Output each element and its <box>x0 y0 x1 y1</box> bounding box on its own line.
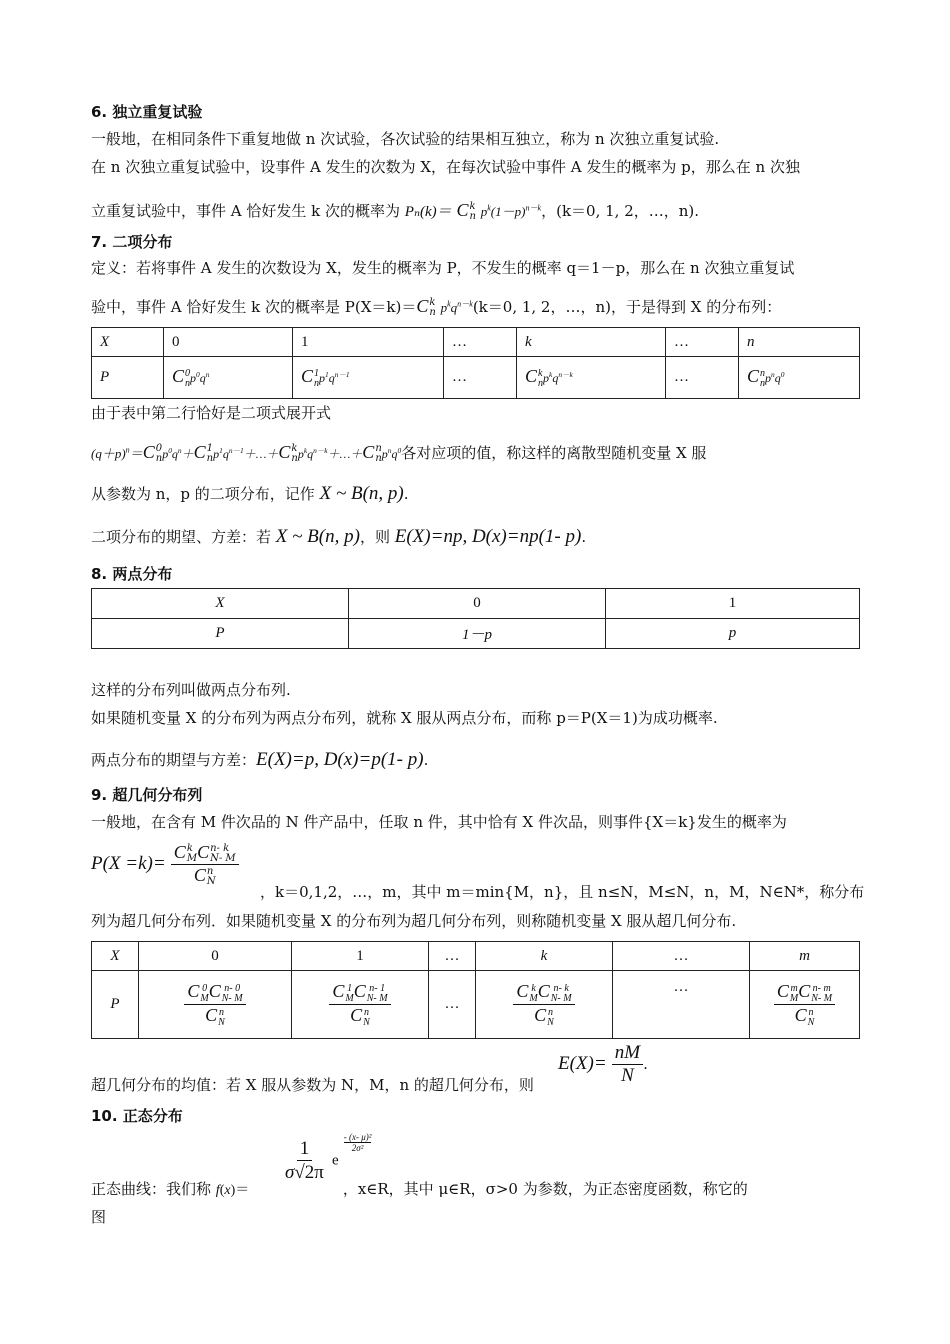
table-cell: X <box>92 589 349 619</box>
hypergeometric-mean-formula: E(X)= $\frac{nM}{N}$ . <box>558 1042 648 1086</box>
table-cell: … <box>444 328 517 357</box>
table-cell: … <box>613 942 750 971</box>
table-cell: n <box>739 328 860 357</box>
table-cell: X <box>92 942 139 971</box>
s7-definition-1: 定义：若将事件 A 发生的次数设为 X，发生的概率为 P，不发生的概率 q＝1－p，那么在 n 次独立重复试 <box>91 259 795 277</box>
s8-line-1: 这样的分布列叫做两点分布列. <box>91 681 291 699</box>
s6-paragraph-1: 一般地，在相同条件下重复地做 n 次试验，各次试验的结果相互独立，称为 n 次独立重复试验. <box>91 130 720 148</box>
s7-expansion-formula: $(q+p)^n=C$ 0 n $p^0q^n+C$ 1 n $p^1q^{n-1}+\dots+C$ k n $p^kq^{n-k}+\dots+C$ n n $p^nq^0$各对应项的值，称这样的离散型随机变量 X 服 <box>91 442 707 464</box>
table-cell: P <box>92 619 349 649</box>
table-cell: k <box>517 328 666 357</box>
table-cell: 1 <box>293 328 444 357</box>
table-cell: … <box>429 971 476 1039</box>
binomial-table <box>91 327 860 399</box>
section-8-heading: 8. 两点分布 <box>91 565 173 583</box>
table-cell: 1 <box>606 589 860 619</box>
table-cell: 1－p <box>349 619 606 649</box>
table-cell: C m M C n- m N- M C n N <box>750 971 860 1039</box>
s7-expansion-line: 由于表中第二行恰好是二项式展开式 <box>91 404 332 422</box>
table-cell: … <box>666 357 739 399</box>
section-10-heading: 10. 正态分布 <box>91 1107 183 1125</box>
s7-parameter-line: 从参数为 n，p 的二项分布，记作 X ~ B(n, p). <box>91 483 409 504</box>
table-cell: 0 <box>139 942 292 971</box>
table-cell: … <box>613 971 750 1039</box>
s9-line-1: 一般地，在含有 M 件次品的 N 件产品中，任取 n 件，其中恰有 X 件次品，则事件{X＝k}发生的概率为 <box>91 813 787 831</box>
s9-line-2: ，k＝0,1,2，…，m，其中 m＝min{M，n}，且 n≤N，M≤N，n，M，N∈N*，称分布 <box>260 883 865 901</box>
table-cell: X <box>92 328 164 357</box>
section-6-heading: 6. 独立重复试验 <box>91 103 203 121</box>
table-cell: k <box>476 942 613 971</box>
s8-line-2: 如果随机变量 X 的分布列为两点分布列，就称 X 服从两点分布，而称 p＝P(X＝1)为成功概率. <box>91 709 718 727</box>
s7-definition-2: 验中，事件 A 恰好发生 k 次的概率是 P(X＝k)＝C k n $p^kq^{n-k}(k=0$, 1, 2，…，n)，于是得到 X 的分布列： <box>91 296 782 318</box>
s9-mean-line: 超几何分布的均值：若 X 服从参数为 N，M，n 的超几何分布，则 <box>91 1076 534 1094</box>
s9-line-3: 列为超几何分布列．如果随机变量 X 的分布列为超几何分布列，则称随机变量 X 服从超几何分布. <box>91 912 737 930</box>
s7-expectation-line: 二项分布的期望、方差：若 X ~ B(n, p)，则 E(X)=np, D(x)=np(1- p). <box>91 526 587 547</box>
normal-density-formula: $\frac{1}{\sigma√2\pi}$ e $\frac{\text{- (x- μ)²}}{\text{2σ²}}$ <box>285 1132 372 1183</box>
s8-line-3: 两点分布的期望与方差：E(X)=p, D(x)=p(1- p). <box>91 749 429 770</box>
table-cell: C 1 n $p^1q^{n-1}$ <box>293 357 444 399</box>
table-cell: C 0 M C n- 0 N- M C n N <box>139 971 292 1039</box>
table-cell: C k M C n- k N- M C n N <box>476 971 613 1039</box>
s6-paragraph-2: 在 n 次独立重复试验中，设事件 A 发生的次数为 X，在每次试验中事件 A 发生的概率为 p，那么在 n 次独 <box>91 158 800 176</box>
s6-paragraph-3: 立重复试验中，事件 A 恰好发生 k 次的概率为 Pₙ(k)＝ C k n $p^k(1-p)^{n-k}$，(k＝0, 1, 2，…，n). <box>91 200 700 222</box>
table-cell: P <box>92 357 164 399</box>
table-cell: … <box>666 328 739 357</box>
table-cell: … <box>444 357 517 399</box>
s10-line-2: 图 <box>91 1208 107 1226</box>
table-cell: C 0 n $p^0q^n$ <box>164 357 293 399</box>
table-cell: 1 <box>292 942 429 971</box>
table-cell: C k n $p^kq^{n-k}$ <box>517 357 666 399</box>
section-9-heading: 9. 超几何分布列 <box>91 786 203 804</box>
hypergeometric-table <box>91 941 860 1039</box>
table-cell: m <box>750 942 860 971</box>
table-cell: … <box>429 942 476 971</box>
table-cell: p <box>606 619 860 649</box>
table-cell: P <box>92 971 139 1039</box>
table-cell: 0 <box>349 589 606 619</box>
table-cell: C n n $p^nq^0$ <box>739 357 860 399</box>
table-cell: C 1 M C n- 1 N- M C n N <box>292 971 429 1039</box>
hypergeometric-formula: P(X =k)= C k M C n- k N- M C n N <box>91 842 239 887</box>
table-cell: 0 <box>164 328 293 357</box>
s10-line-1: 正态曲线：我们称 f(x)＝ ，x∈R，其中 μ∈R，σ>0 为参数，为正态密度函数，称它的 <box>91 1180 748 1198</box>
section-7-heading: 7. 二项分布 <box>91 233 173 251</box>
two-point-table <box>91 588 860 649</box>
